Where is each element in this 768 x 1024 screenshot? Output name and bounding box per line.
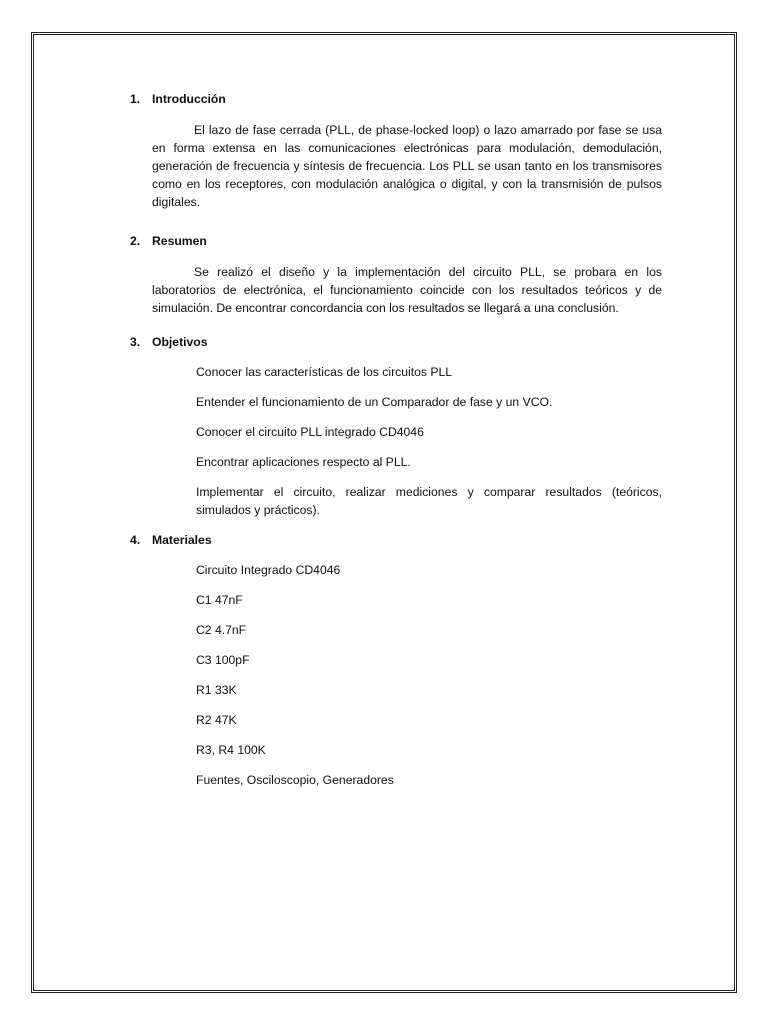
list-item: C1 47nF — [196, 593, 243, 607]
section-title: Materiales — [152, 533, 212, 547]
section-heading-introduccion — [130, 90, 662, 108]
document-body — [130, 90, 662, 801]
materiales-list — [196, 561, 662, 789]
section-heading-materiales — [130, 531, 662, 549]
list-item: Fuentes, Osciloscopio, Generadores — [196, 773, 394, 787]
list-item: Encontrar aplicaciones respecto al PLL. — [196, 455, 411, 469]
section-title: Introducción — [152, 92, 226, 106]
list-item: R3, R4 100K — [196, 743, 266, 757]
section-number: 4. — [130, 533, 141, 547]
list-item: Conocer las características de los circuitos PLL — [196, 365, 453, 379]
list-item: Conocer el circuito PLL integrado CD4046 — [196, 425, 424, 439]
section-heading-objetivos — [130, 333, 662, 351]
section-title: Resumen — [152, 234, 207, 248]
list-item: R2 47K — [196, 713, 237, 727]
list-item: R1 33K — [196, 683, 237, 697]
section-heading-resumen — [130, 232, 662, 250]
resumen-paragraph: Se realizó el diseño y la implementación del circuito PLL, se probara en los laboratorios de electrónica, el funcionamiento coincide con los resultados teóricos y de simulación. De encontrar concordancia con los resultados se llegará a una conclusión. — [152, 265, 662, 315]
list-item: C3 100pF — [196, 653, 250, 667]
section-number: 1. — [130, 92, 141, 106]
list-item: Entender el funcionamiento de un Comparador de fase y un VCO. — [196, 395, 553, 409]
introduccion-paragraph: El lazo de fase cerrada (PLL, de phase-locked loop) o lazo amarrado por fase se usa en forma extensa en las comunicaciones electrónicas para modulación, demodulación, generación de frecuencia y síntesis de frecuencia. Los PLL se usan tanto en los transmisores como en los receptores, con modulación analógica o digital, y con la transmisión de pulsos digitales. — [152, 123, 662, 209]
section-title: Objetivos — [152, 335, 208, 349]
list-item: Implementar el circuito, realizar mediciones y comparar resultados (teóricos, simulados y prácticos). — [196, 485, 662, 517]
section-number: 2. — [130, 234, 141, 248]
list-item: C2 4.7nF — [196, 623, 247, 637]
section-number: 3. — [130, 335, 141, 349]
list-item: Circuito Integrado CD4046 — [196, 563, 341, 577]
objetivos-list — [196, 363, 662, 519]
